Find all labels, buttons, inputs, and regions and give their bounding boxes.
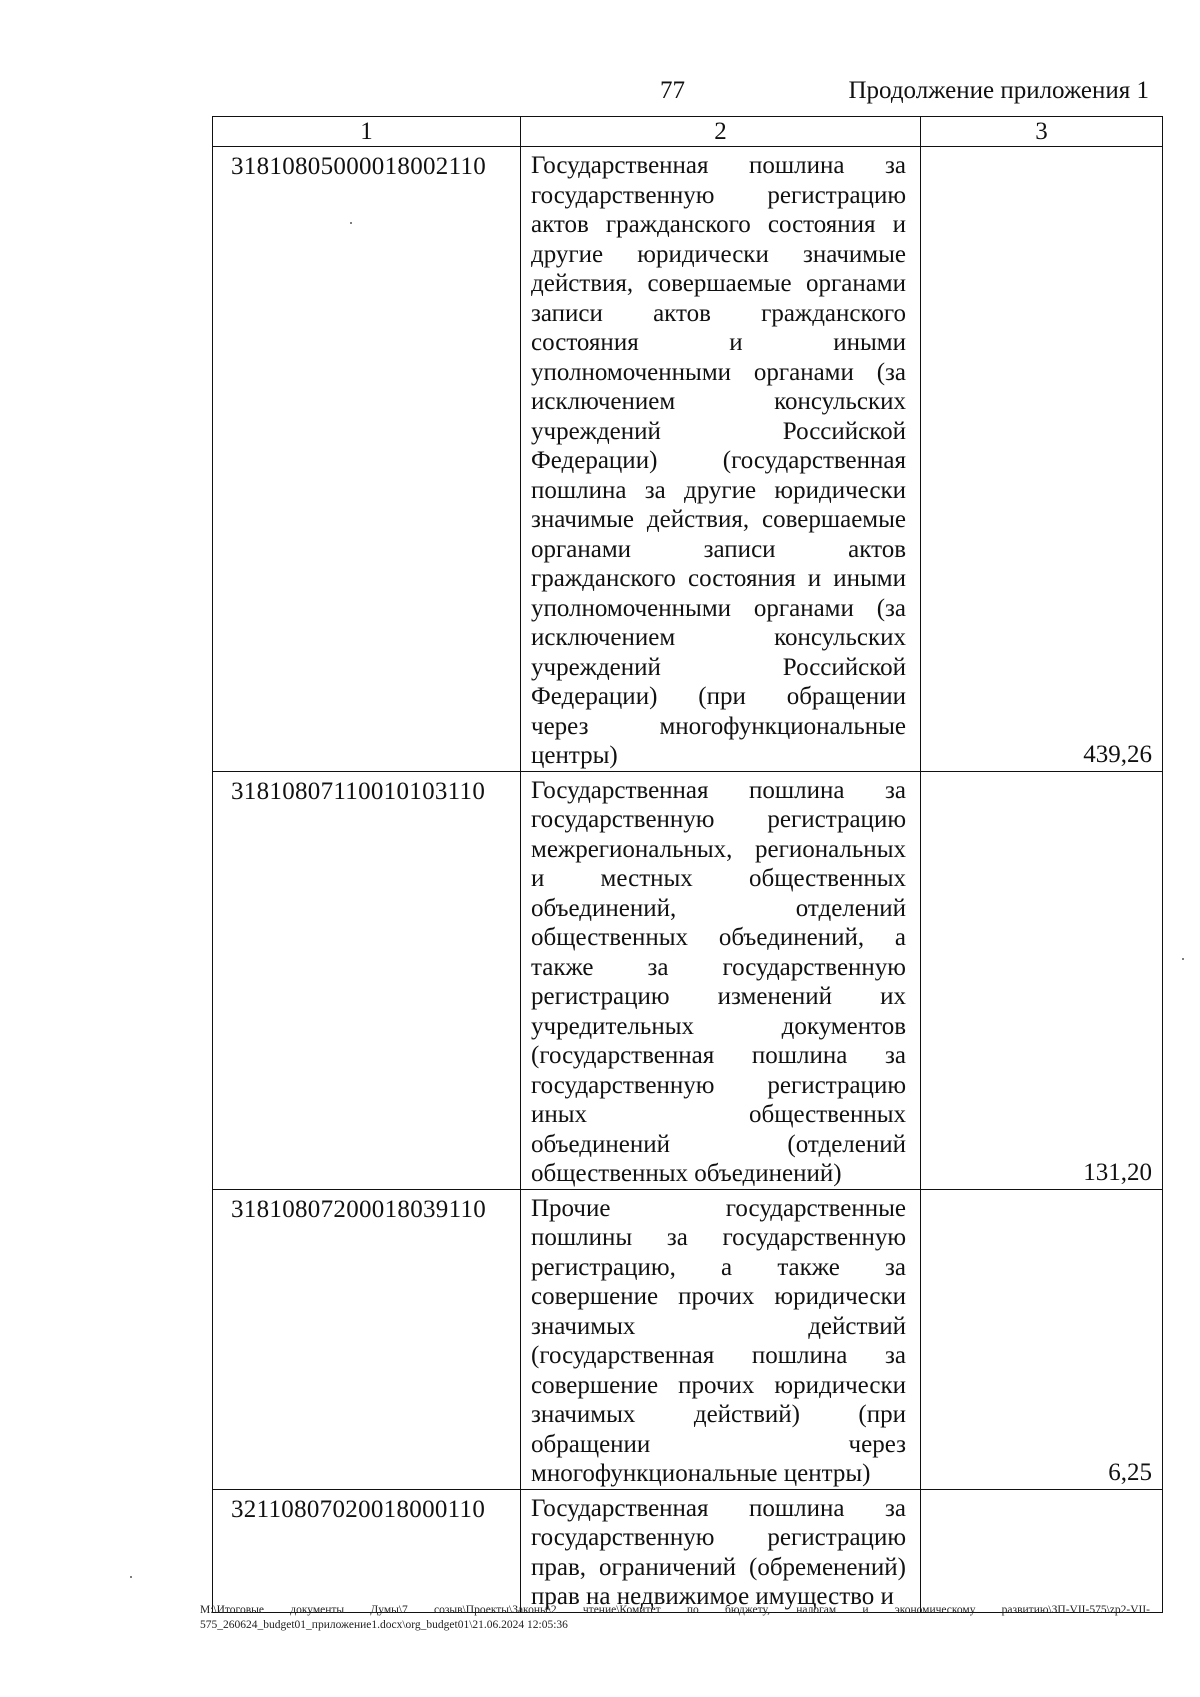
description-line: учреждений Российской	[531, 417, 906, 445]
description-line: значимых действий) (при	[531, 1401, 906, 1428]
column-header-2: 2	[521, 117, 921, 147]
description-line: значимые действия, совершаемые	[531, 506, 906, 533]
continuation-label: Продолжение приложения 1	[848, 77, 1149, 104]
table-row	[213, 771, 1163, 1189]
description-line: прав, ограничений (обременений)	[531, 1553, 906, 1581]
description-line: совершение прочих юридически	[531, 1371, 906, 1399]
description-line: состояния и иными	[531, 329, 906, 356]
description-line: Федерации) (при обращении	[531, 683, 906, 710]
scan-speck	[130, 1576, 132, 1578]
description-line: Государственная пошлина за	[531, 776, 906, 804]
description-line: общественных объединений, а	[531, 924, 906, 951]
description-line: пошлина за другие юридически	[531, 476, 906, 504]
description-line: обращении через	[531, 1430, 906, 1458]
description-line: гражданского состояния и иными	[531, 565, 906, 592]
description-line: органами записи актов	[531, 535, 906, 563]
file-path-footer	[200, 1603, 1150, 1633]
description-line: пошлины за государственную	[531, 1224, 906, 1251]
table-header-row	[213, 117, 1163, 147]
amount-value	[921, 1489, 1163, 1612]
description-line: межрегиональных, региональных	[531, 835, 906, 863]
description-line: через многофункциональные	[531, 712, 906, 740]
description-line: общественных объединений)	[531, 1160, 842, 1187]
description-line: регистрацию изменений их	[531, 983, 906, 1010]
amount-value: 131,20	[921, 771, 1163, 1189]
scan-speck	[350, 222, 352, 224]
description-line: (государственная пошлина за	[531, 1342, 906, 1369]
page-number: 77	[660, 77, 685, 104]
scan-speck	[1182, 958, 1184, 960]
revenue-code: 32110807020018000110	[213, 1489, 521, 1612]
description-line: записи актов гражданского	[531, 299, 906, 327]
description-line: многофункциональные центры)	[531, 1460, 871, 1487]
description-line: государственную регистрацию	[531, 181, 906, 209]
description-line: Государственная пошлина за	[531, 152, 906, 179]
description-line: Прочие государственные	[531, 1194, 906, 1222]
description-line: (государственная пошлина за	[531, 1042, 906, 1069]
description-line: учредительных документов	[531, 1012, 906, 1040]
revenue-description	[521, 1189, 921, 1489]
column-header-1: 1	[213, 117, 521, 147]
description-line: также за государственную	[531, 953, 906, 981]
description-line: государственную регистрацию	[531, 1524, 906, 1551]
revenue-code: 31810807110010103110	[213, 771, 521, 1189]
description-line: уполномоченными органами (за	[531, 594, 906, 622]
description-line: иных общественных	[531, 1101, 906, 1128]
column-header-3: 3	[921, 117, 1163, 147]
description-line: объединений, отделений	[531, 894, 906, 922]
description-line: действия, совершаемые органами	[531, 270, 906, 297]
description-line: центры)	[531, 742, 618, 769]
footer-line: 575_260624_budget01_приложение1.docx\org_budget01\21.06.2024 12:05:36	[200, 1619, 568, 1631]
description-line: прав на недвижимое имущество и	[531, 1583, 894, 1610]
description-line: государственную регистрацию	[531, 1071, 906, 1099]
description-line: Государственная пошлина за	[531, 1494, 906, 1522]
revenue-description	[521, 1489, 921, 1612]
description-line: значимых действий	[531, 1312, 906, 1340]
description-line: Федерации) (государственная	[531, 447, 906, 474]
revenue-description	[521, 771, 921, 1189]
description-line: государственную регистрацию	[531, 806, 906, 833]
description-line: исключением консульских	[531, 388, 906, 415]
description-line: учреждений Российской	[531, 653, 906, 681]
revenue-code: 31810807200018039110	[213, 1189, 521, 1489]
description-line: актов гражданского состояния и	[531, 211, 906, 238]
description-line: другие юридически значимые	[531, 240, 906, 268]
description-line: совершение прочих юридически	[531, 1283, 906, 1310]
amount-value: 6,25	[921, 1189, 1163, 1489]
description-line: объединений (отделений	[531, 1130, 906, 1158]
description-line: уполномоченными органами (за	[531, 358, 906, 386]
table-row	[213, 1489, 1163, 1612]
description-line: исключением консульских	[531, 624, 906, 651]
description-line: регистрацию, а также за	[531, 1253, 906, 1281]
table-row	[213, 1189, 1163, 1489]
revenue-description	[521, 147, 921, 772]
revenue-code: 31810805000018002110	[213, 147, 521, 772]
amount-value: 439,26	[921, 147, 1163, 772]
description-line: и местных общественных	[531, 865, 906, 892]
footer-line: М:\Итоговые документы Думы\7 созыв\Проекты\Законы\2 чтение\Комитет по бюджету, налогам и экономическому развитию\ЗП-VII-575\zp2-VII-	[200, 1604, 1150, 1616]
table-row	[213, 147, 1163, 772]
appendix-table	[212, 116, 1163, 1613]
